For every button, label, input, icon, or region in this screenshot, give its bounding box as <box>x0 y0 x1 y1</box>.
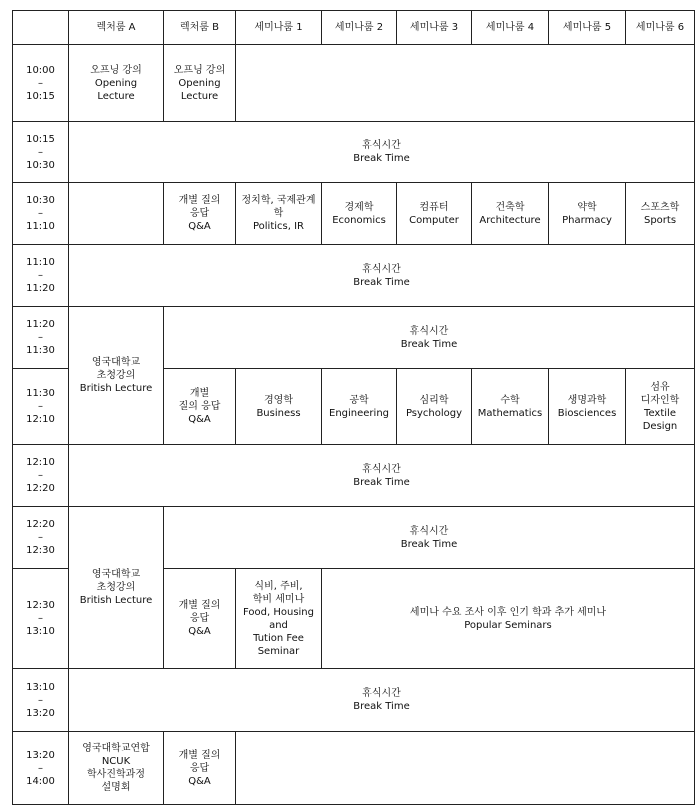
cell-line: 11:30 <box>26 388 55 399</box>
cell-line: 초청강의 <box>96 370 136 381</box>
cell-line: 세미나 수요 조사 이후 인기 학과 추가 세미나 <box>409 606 607 618</box>
cell-line: Break Time <box>400 538 458 550</box>
time-slot <box>13 245 69 307</box>
cell-line: 10:30 <box>26 195 55 206</box>
header-lecture-room-a: 렉처룸 A <box>69 11 164 45</box>
cell-line: 휴식시간 <box>362 263 401 275</box>
cell-line: British Lecture <box>79 383 153 394</box>
cell-line: Mathematics <box>477 407 543 419</box>
cell-line: – <box>38 77 43 89</box>
cell-line: 응답 <box>189 613 210 624</box>
session-opening-lecture-b <box>164 45 236 122</box>
cell-line: 10:15 <box>26 133 55 145</box>
cell-line: Break Time <box>353 153 410 164</box>
cell-line: 경영학 <box>264 394 293 406</box>
header-row <box>13 11 695 45</box>
cell-line: Lecture <box>180 90 219 102</box>
cell-line: 휴식시간 <box>409 325 449 337</box>
session-break-time <box>164 307 695 369</box>
cell-line: 질의 응답 <box>178 401 221 412</box>
cell-line: 10:00 <box>26 64 55 76</box>
session-psychology <box>397 369 472 445</box>
cell-line: Psychology <box>405 407 463 419</box>
cell-line: Architecture <box>479 214 541 226</box>
cell-line: Break Time <box>353 476 410 488</box>
cell-line: 수학 <box>500 394 520 406</box>
cell-line: Politics, IR <box>252 221 304 232</box>
cell-line: 12:20 <box>26 483 55 494</box>
cell-line: 오프닝 강의 <box>90 64 142 76</box>
cell-line: 학비 세미나 <box>252 593 305 605</box>
row-1320 <box>13 732 695 805</box>
cell-line: 정치학, 국제관계학 <box>241 195 316 219</box>
cell-line: 생명과학 <box>567 394 607 406</box>
cell-line: 디자인학 <box>640 394 680 406</box>
cell-line: Pharmacy <box>562 214 612 226</box>
session-break-time <box>164 507 695 569</box>
cell-line: – <box>38 762 43 774</box>
session-break-time <box>69 245 695 307</box>
header-seminar-room-5: 세미나룸 5 <box>549 11 626 45</box>
cell-line: – <box>38 694 43 706</box>
session-sports <box>626 183 695 245</box>
cell-line: NCUK <box>101 756 131 767</box>
cell-line: Break Time <box>353 701 410 712</box>
time-slot <box>13 732 69 805</box>
session-mathematics <box>472 369 549 445</box>
row-1000 <box>13 45 695 122</box>
session-computer <box>397 183 472 245</box>
header-seminar-room-2: 세미나룸 2 <box>322 11 397 45</box>
cell-line: 11:20 <box>26 319 55 330</box>
session-economics <box>322 183 397 245</box>
time-slot <box>13 45 69 122</box>
cell-line: 휴식시간 <box>362 688 401 699</box>
time-slot <box>13 307 69 369</box>
cell-line: – <box>38 208 43 219</box>
cell-line: – <box>38 332 43 343</box>
cell-line: Break Time <box>353 276 410 288</box>
session-qa <box>164 732 236 805</box>
cell-line: 12:10 <box>26 414 55 425</box>
cell-line: 초청강의 <box>96 582 136 593</box>
session-architecture <box>472 183 549 245</box>
time-slot <box>13 122 69 183</box>
cell-line: Computer <box>409 214 459 226</box>
cell-line: – <box>38 470 43 481</box>
cell-line: and <box>269 619 288 631</box>
cell-line: – <box>38 613 43 624</box>
cell-line: 설명회 <box>101 782 131 793</box>
cell-line: 13:20 <box>26 749 55 761</box>
cell-line: – <box>38 401 43 412</box>
time-slot <box>13 369 69 445</box>
cell-line: Q&A <box>188 414 211 425</box>
session-textile-design <box>626 369 695 445</box>
schedule-table <box>12 10 695 805</box>
cell-line: 심리학 <box>419 394 449 406</box>
cell-line: 개별 질의 <box>178 749 221 761</box>
time-slot <box>13 569 69 669</box>
cell-line: 13:10 <box>26 626 55 637</box>
cell-line: 휴식시간 <box>409 525 449 537</box>
empty-cell <box>236 732 695 805</box>
session-break-time <box>69 669 695 732</box>
header-seminar-room-6: 세미나룸 6 <box>626 11 695 45</box>
cell-line: 스포츠학 <box>640 201 680 213</box>
cell-line: 12:20 <box>26 519 55 530</box>
header-corner <box>13 11 69 45</box>
session-break-time <box>69 122 695 183</box>
cell-line: 약학 <box>577 201 597 213</box>
row-1110 <box>13 245 695 307</box>
session-british-lecture <box>69 507 164 669</box>
cell-line: Opening <box>178 77 221 89</box>
cell-line: 11:10 <box>26 257 55 268</box>
session-qa <box>164 369 236 445</box>
cell-line: 응답 <box>189 208 210 219</box>
cell-line: Q&A <box>188 626 211 637</box>
cell-line: 응답 <box>189 762 210 774</box>
time-slot <box>13 183 69 245</box>
cell-line: Economics <box>332 214 386 226</box>
row-1120 <box>13 307 695 369</box>
cell-line: 12:30 <box>26 600 55 611</box>
cell-line: 휴식시간 <box>362 463 401 475</box>
cell-line: Tution Fee <box>253 632 304 644</box>
cell-line: 11:30 <box>26 345 55 356</box>
session-popular-seminars <box>322 569 695 669</box>
cell-line: 경제학 <box>344 201 374 213</box>
header-lecture-room-b: 렉처룸 B <box>164 11 236 45</box>
cell-line: Break Time <box>400 338 458 350</box>
session-qa <box>164 569 236 669</box>
header-seminar-room-4: 세미나룸 4 <box>472 11 549 45</box>
cell-line: 개별 질의 <box>178 195 221 206</box>
session-politics <box>236 183 322 245</box>
cell-line: Q&A <box>188 221 211 232</box>
cell-line: Popular Seminars <box>464 619 552 631</box>
cell-line: – <box>38 146 43 158</box>
cell-line: 영국대학교연합 <box>82 743 150 754</box>
cell-line: Lecture <box>97 90 135 102</box>
header-seminar-room-3: 세미나룸 3 <box>397 11 472 45</box>
cell-line: British Lecture <box>79 595 153 606</box>
time-slot <box>13 669 69 732</box>
cell-line: 12:30 <box>26 545 55 556</box>
session-break-time <box>69 445 695 507</box>
session-pharmacy <box>549 183 626 245</box>
cell-line: 개별 <box>189 388 210 399</box>
cell-line: 13:10 <box>26 681 55 693</box>
cell-line: Design <box>642 420 678 432</box>
cell-line: 14:00 <box>26 775 55 787</box>
row-1030 <box>13 183 695 245</box>
cell-line: 오프닝 강의 <box>173 64 226 76</box>
cell-line: 컴퓨터 <box>419 201 449 213</box>
empty-cell <box>236 45 695 122</box>
session-engineering <box>322 369 397 445</box>
cell-line: 학사진학과정 <box>87 769 145 780</box>
cell-line: 11:20 <box>26 283 55 294</box>
row-1015 <box>13 122 695 183</box>
time-slot <box>13 507 69 569</box>
session-food-housing-seminar <box>236 569 322 669</box>
cell-line: 10:15 <box>26 90 55 102</box>
empty-cell <box>69 183 164 245</box>
cell-line: 식비, 주비, <box>254 580 303 592</box>
session-business <box>236 369 322 445</box>
row-1310 <box>13 669 695 732</box>
cell-line: Sports <box>643 214 677 226</box>
cell-line: Food, Housing <box>243 606 314 618</box>
cell-line: Seminar <box>257 645 300 657</box>
cell-line: 영국대학교 <box>91 569 141 580</box>
cell-line: – <box>38 270 43 281</box>
cell-line: – <box>38 532 43 543</box>
cell-line: Biosciences <box>557 407 617 419</box>
cell-line: 11:10 <box>26 221 55 232</box>
cell-line: 10:30 <box>26 159 55 171</box>
cell-line: 개별 질의 <box>178 600 221 611</box>
cell-line: Business <box>256 407 301 419</box>
row-1220 <box>13 507 695 569</box>
cell-line: 13:20 <box>26 707 55 719</box>
cell-line: 영국대학교 <box>91 357 141 368</box>
cell-line: Q&A <box>188 775 211 787</box>
session-british-lecture <box>69 307 164 445</box>
cell-line: Engineering <box>329 407 389 419</box>
cell-line: Opening <box>94 77 138 89</box>
cell-line: Textile <box>644 407 676 419</box>
session-qa <box>164 183 236 245</box>
row-1210 <box>13 445 695 507</box>
cell-line: 섬유 <box>650 381 670 393</box>
cell-line: 휴식시간 <box>362 140 401 151</box>
session-opening-lecture-a <box>69 45 164 122</box>
time-slot <box>13 445 69 507</box>
session-biosciences <box>549 369 626 445</box>
cell-line: 건축학 <box>495 201 525 213</box>
session-ncuk-briefing <box>69 732 164 805</box>
cell-line: 공학 <box>349 394 369 406</box>
cell-line: 12:10 <box>26 457 55 468</box>
header-seminar-room-1: 세미나룸 1 <box>236 11 322 45</box>
